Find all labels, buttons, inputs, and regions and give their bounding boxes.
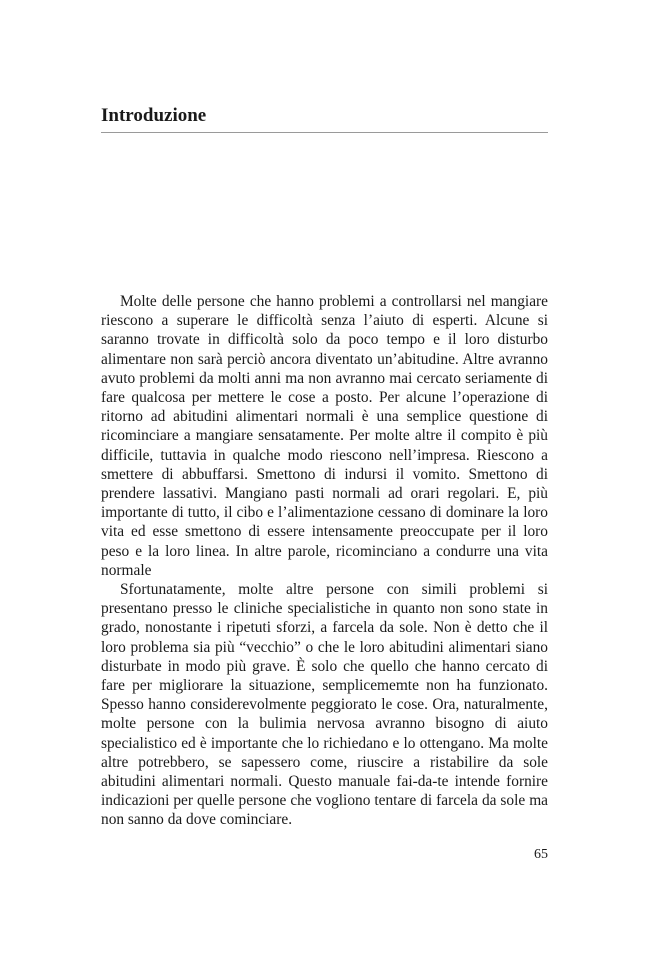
page-number: 65 bbox=[534, 847, 548, 862]
paragraph: Sfortunatamente, molte altre persone con simili problemi si presentano presso le cliniche specialistiche in quanto non sono state in grado, nonostante i ripetuti sforzi, a farcela da sole. Non è detto che il loro problema sia più “vecchio” o che le loro abitudini alimentari siano disturbate in modo più grave. È solo che quello che hanno cercato di fare per migliorare la situazione, semplicememte non ha funzionato. Spesso hanno considerevolmente peggiorato le cose. Ora, naturalmente, molte persone con la bulimia nervosa avranno bisogno di aiuto specialistico ed è importante che lo richiedano e lo ottengano. Ma molte altre potrebbero, se sapessero come, riuscire a ristabilire da sole abitudini alimentari normali. Questo manuale fai-da-te intende fornire indicazioni per quelle persone che vogliono tentare di farcela da sole ma non sanno da dove cominciare. bbox=[101, 581, 548, 829]
chapter-heading bbox=[101, 104, 548, 133]
chapter-title: Introduzione bbox=[101, 105, 207, 126]
body-text bbox=[101, 292, 548, 830]
paragraph: Molte delle persone che hanno problemi a controllarsi nel mangiare riescono a superare le difficoltà senza l’aiuto di esperti. Alcune si saranno trovate in difficoltà solo da poco tempo e il loro disturbo alimentare non sarà perciò ancora diventato un’abitudine. Altre avranno avuto problemi da molti anni ma non avranno mai cercato seriamente di fare qualcosa per mettere le cose a posto. Per alcune l’operazione di ritorno ad abitudini alimentari normali è una semplice questione di ricominciare a mangiare sensatamente. Per molte altre il compito è più difficile, tuttavia in qualche modo riescono nell’impresa. Riescono a smettere di abbuffarsi. Smettono di indursi il vomito. Smettono di prendere lassativi. Mangiano pasti normali ad orari regolari. E, più importante di tutto, il cibo e l’alimentazione cessano di dominare la loro vita ed esse smettono di essere intensamente preoccupate per il loro peso e la loro linea. In altre parole, ricominciano a condurre una vita normale bbox=[101, 293, 548, 579]
title-divider bbox=[101, 132, 548, 133]
